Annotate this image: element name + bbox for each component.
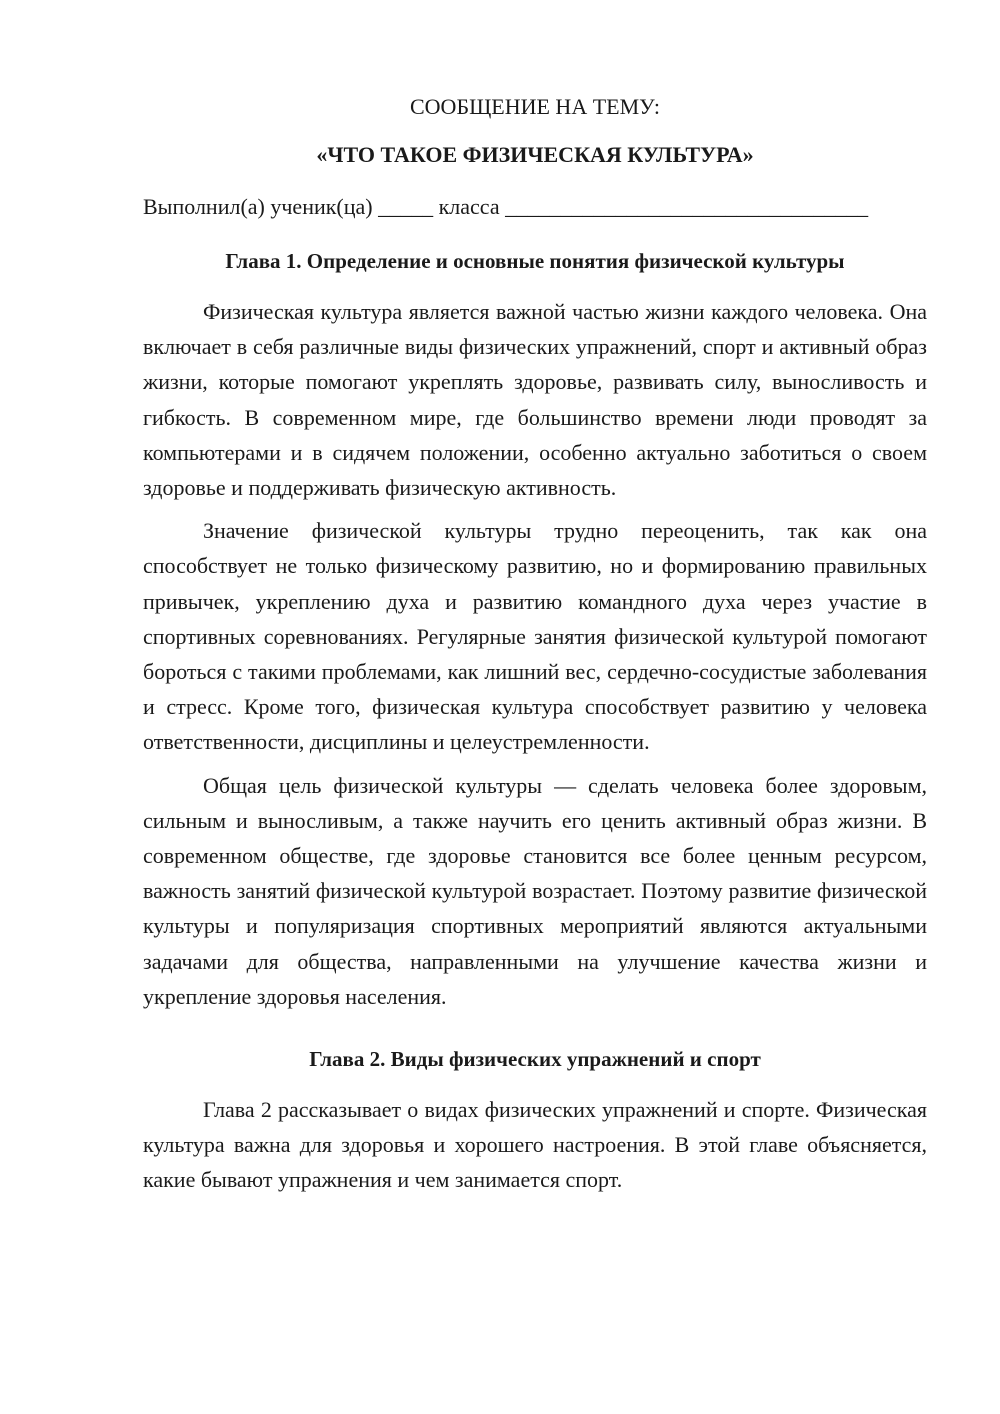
- page-title: СООБЩЕНИЕ НА ТЕМУ:: [410, 94, 660, 119]
- paragraph: Общая цель физической культуры — сделать человека более здоровым, сильным и выносливым, а также научить его ценить активный образ жизни. В современном обществе, где здоровье становится все более ценным ресурсом, важность занятий физической культурой возрастает. Поэтому развитие физической культуры и популяризация спортивных мероприятий являются актуальными задачами для общества, направленными на улучшение качества жизни и укрепление здоровья населения.: [143, 772, 927, 1009]
- chapter-heading: Глава 1. Определение и основные понятия физической культуры: [225, 249, 845, 273]
- paragraph: Глава 2 рассказывает о видах физических упражнений и спорте. Физическая культура важна для здоровья и хорошего настроения. В этой главе объясняется, какие бывают упражнения и чем занимается спорт.: [143, 1097, 927, 1193]
- chapter-1: [143, 246, 927, 1014]
- topic-title: «ЧТО ТАКОЕ ФИЗИЧЕСКАЯ КУЛЬТУРА»: [316, 142, 754, 167]
- chapter-2: [143, 1044, 927, 1198]
- author-line: Выполнил(а) ученик(ца) _____ класса _________________________________: [143, 194, 869, 219]
- paragraph: Физическая культура является важной частью жизни каждого человека. Она включает в себя различные виды физических упражнений, спорт и активный образ жизни, которые помогают укреплять здоровье, развивать силу, выносливость и гибкость. В современном мире, где большинство времени люди проводят за компьютерами и в сидячем положении, особенно актуально заботиться о своем здоровье и поддерживать физическую активность.: [143, 299, 927, 501]
- paragraph: Значение физической культуры трудно переоценить, так как она способствует не только физическому развитию, но и формированию правильных привычек, укреплению духа и развитию командного духа через участие в спортивных соревнованиях. Регулярные занятия физической культурой помогают бороться с такими проблемами, как лишний вес, сердечно-сосудистые заболевания и стресс. Кроме того, физическая культура способствует развитию у человека ответственности, дисциплины и целеустремленности.: [143, 518, 927, 755]
- document-body: [143, 92, 927, 1198]
- chapter-heading: Глава 2. Виды физических упражнений и спорт: [309, 1047, 761, 1072]
